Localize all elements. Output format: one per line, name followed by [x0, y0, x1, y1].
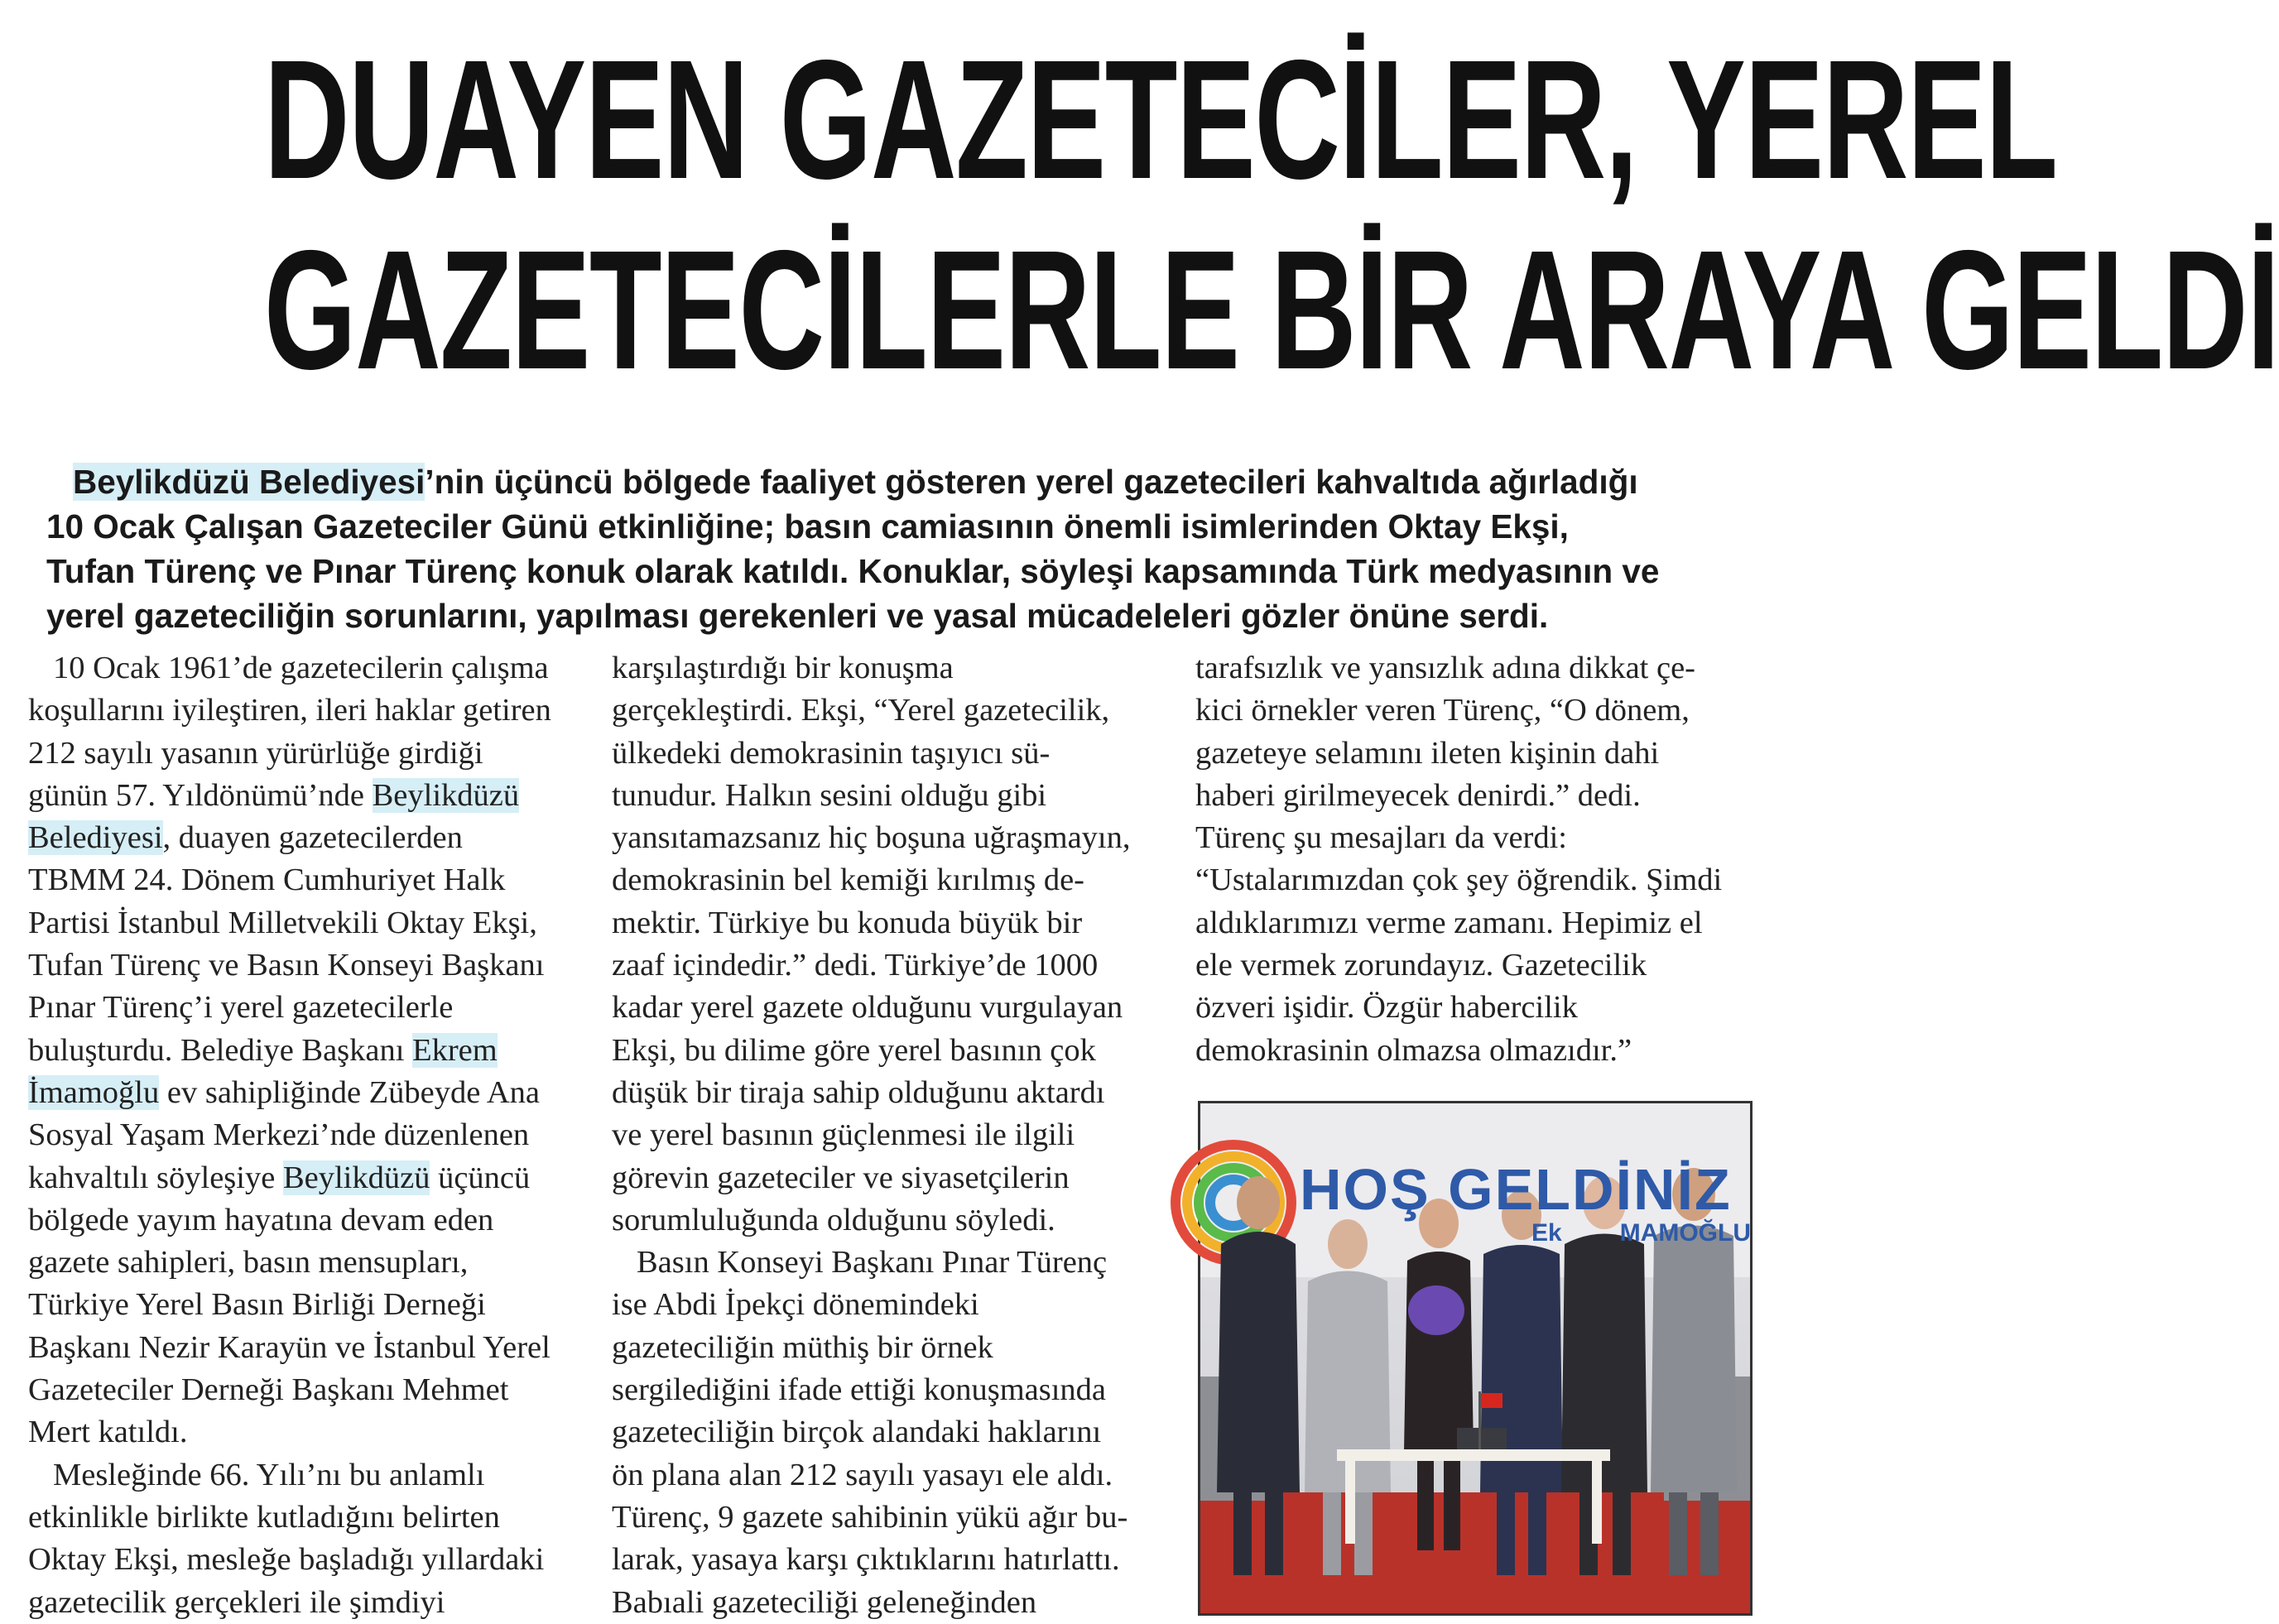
col2-line: demokrasinin bel kemiği kırılmış de-: [612, 862, 1084, 898]
col2-line: yansıtamazsanız hiç boşuna uğraşmayın,: [612, 820, 1131, 856]
col3-line: tarafsızlık ve yansızlık adına dikkat çe-: [1195, 651, 1695, 685]
lead-highlight-beylikduzu-belediyesi: Beylikdüzü Belediyesi: [73, 463, 426, 501]
highlight-belediyesi: Belediyesi: [28, 820, 163, 856]
col3-line: ele vermek zorundayız. Gazetecilik: [1195, 948, 1647, 983]
col1-text: üçüncü: [430, 1160, 531, 1195]
col2-line: görevin gazeteciler ve siyasetçilerin: [612, 1160, 1070, 1195]
col2-line: ön plana alan 212 sayılı yasayı ele aldı.: [612, 1457, 1113, 1492]
photo-banner-text: HOŞ GELDİNİZ: [1300, 1157, 1732, 1222]
photo-banner-subtext: [1531, 1219, 1751, 1247]
col3-line: gazeteye selamını ileten kişinin dahi: [1195, 735, 1660, 771]
headline-line-2: GAZETECİLERLE BİR ARAYA GELDİ: [263, 215, 2279, 405]
lead-paragraph: [46, 459, 1752, 638]
lead-line-4: yerel gazeteciliğin sorunlarını, yapılması gerekenleri ve yasal mücadeleleri gözler önüne serdi.: [46, 597, 1549, 635]
col1-line: [28, 775, 591, 817]
col3-line: Türenç şu mesajları da verdi:: [1195, 820, 1567, 856]
body-column-1: [28, 647, 591, 1624]
highlight-ekrem: Ekrem: [412, 1032, 498, 1068]
col1-line: Başkanı Nezir Karayün ve İstanbul Yerel: [28, 1329, 551, 1365]
col1-line: Tufan Türenç ve Basın Konseyi Başkanı: [28, 948, 545, 983]
col1-text: kahvaltılı söyleşiye: [28, 1160, 283, 1195]
photo-banner-sub-a: Ek: [1531, 1219, 1562, 1247]
lead-line-3: Tufan Türenç ve Pınar Türenç konuk olarak katıldı. Konuklar, söyleşi kapsamında Türk medyasının ve: [46, 552, 1660, 590]
col2-line: Ekşi, bu dilime göre yerel basının çok: [612, 1032, 1096, 1068]
col2-line: karşılaştırdığı bir konuşma: [612, 651, 954, 685]
col2-line: Türenç, 9 gazete sahibinin yükü ağır bu-: [612, 1499, 1128, 1535]
col1-text: ev sahipliğinde Zübeyde Ana: [159, 1074, 540, 1110]
col1-line: Oktay Ekşi, mesleğe başladığı yıllardaki: [28, 1542, 545, 1578]
col1-line: Pınar Türenç’i yerel gazetecilerle: [28, 990, 454, 1026]
col1-line: Gazeteciler Derneği Başkanı Mehmet: [28, 1372, 509, 1408]
col2-line: gerçekleştirdi. Ekşi, “Yerel gazetecilik,: [612, 693, 1110, 728]
col1-line: 212 sayılı yasanın yürürlüğe girdiği: [28, 735, 483, 771]
col2-line: tunudur. Halkın sesini olduğu gibi: [612, 777, 1047, 813]
col2-line: ülkedeki demokrasinin taşıyıcı sü-: [612, 735, 1051, 771]
col3-line: aldıklarımızı verme zamanı. Hepimiz el: [1195, 905, 1703, 940]
col2-line: kadar yerel gazete olduğunu vurgulayan: [612, 990, 1123, 1026]
col2-line: Basın Konseyi Başkanı Pınar Türenç: [637, 1245, 1108, 1280]
col2-line: sergilediğini ifade ettiği konuşmasında: [612, 1372, 1106, 1408]
col1-line: Mert katıldı.: [28, 1415, 188, 1450]
col3-line: “Ustalarımızdan çok şey öğrendik. Şimdi: [1195, 862, 1723, 898]
headline-line-1: DUAYEN GAZETECİLER, YEREL: [263, 25, 2057, 214]
col1-line: koşullarını iyileştiren, ileri haklar getiren: [28, 693, 551, 728]
body-column-3: [1195, 647, 1758, 1072]
col2-line: Babıali gazeteciliği geleneğinden: [612, 1584, 1037, 1620]
col1-line: Sosyal Yaşam Merkezi’nde düzenlenen: [28, 1117, 530, 1153]
highlight-beylikduzu-2: Beylikdüzü: [282, 1160, 430, 1195]
col2-line: gazeteciliğin müthiş bir örnek: [612, 1329, 993, 1365]
col1-line: gazetecilik gerçekleri ile şimdiyi: [28, 1584, 445, 1620]
col1-line: [28, 1030, 591, 1072]
col2-line: ve yerel basının güçlenmesi ile ilgili: [612, 1117, 1075, 1153]
col1-line: Türkiye Yerel Basın Birliği Derneği: [28, 1287, 486, 1323]
col1-line: etkinlikle birlikte kutladığını belirten: [28, 1499, 500, 1535]
col1-line: 10 Ocak 1961’de gazetecilerin çalışma: [53, 651, 549, 685]
col2-line: ise Abdi İpekçi dönemindeki: [612, 1287, 979, 1323]
body-column-2: [612, 647, 1175, 1624]
col3-line: haberi girilmeyecek denirdi.” dedi.: [1195, 777, 1641, 813]
highlight-beylikduzu: Beylikdüzü: [372, 777, 520, 813]
highlight-imamoglu: İmamoğlu: [28, 1074, 160, 1110]
lead-line-2: 10 Ocak Çalışan Gazeteciler Günü etkinliğine; basın camiasının önemli isimlerinden Oktay Ekşi,: [46, 507, 1569, 545]
col1-line: TBMM 24. Dönem Cumhuriyet Halk: [28, 862, 506, 898]
col3-line: kici örnekler veren Türenç, “O dönem,: [1195, 693, 1690, 728]
col1-line: [28, 1072, 591, 1114]
col2-line: gazeteciliğin birçok alandaki haklarını: [612, 1415, 1102, 1450]
event-photo: [1198, 1101, 1753, 1616]
col1-line: Partisi İstanbul Milletvekili Oktay Ekşi,: [28, 905, 537, 940]
col1-line: [28, 817, 591, 859]
col1-text: günün 57. Yıldönümü’nde: [28, 777, 373, 813]
col1-line: Mesleğinde 66. Yılı’nı bu anlamlı: [53, 1457, 485, 1492]
col2-line: sorumluluğunda olduğunu söyledi.: [612, 1202, 1055, 1237]
col1-text: , duayen gazetecilerden: [162, 820, 463, 856]
col2-line: zaaf içindedir.” dedi. Türkiye’de 1000: [612, 948, 1099, 983]
photo-banner-sub-b: MAMOĞLU: [1619, 1219, 1752, 1247]
col1-line: [28, 1157, 591, 1199]
col1-line: bölgede yayım hayatına devam eden: [28, 1202, 494, 1237]
col3-line: demokrasinin olmazsa olmazıdır.”: [1195, 1032, 1632, 1068]
col3-line: özveri işidir. Özgür habercilik: [1195, 990, 1578, 1026]
col2-line: mektir. Türkiye bu konuda büyük bir: [612, 905, 1083, 940]
lead-line-1: ’nin üçüncü bölgede faaliyet gösteren yerel gazetecileri kahvaltıda ağırladığı: [425, 463, 1638, 501]
col2-line: düşük bir tiraja sahip olduğunu aktardı: [612, 1074, 1105, 1110]
col2-line: larak, yasaya karşı çıktıklarını hatırlattı.: [612, 1542, 1120, 1578]
col1-text: buluşturdu. Belediye Başkanı: [28, 1032, 413, 1068]
col1-line: gazete sahipleri, basın mensupları,: [28, 1245, 469, 1280]
